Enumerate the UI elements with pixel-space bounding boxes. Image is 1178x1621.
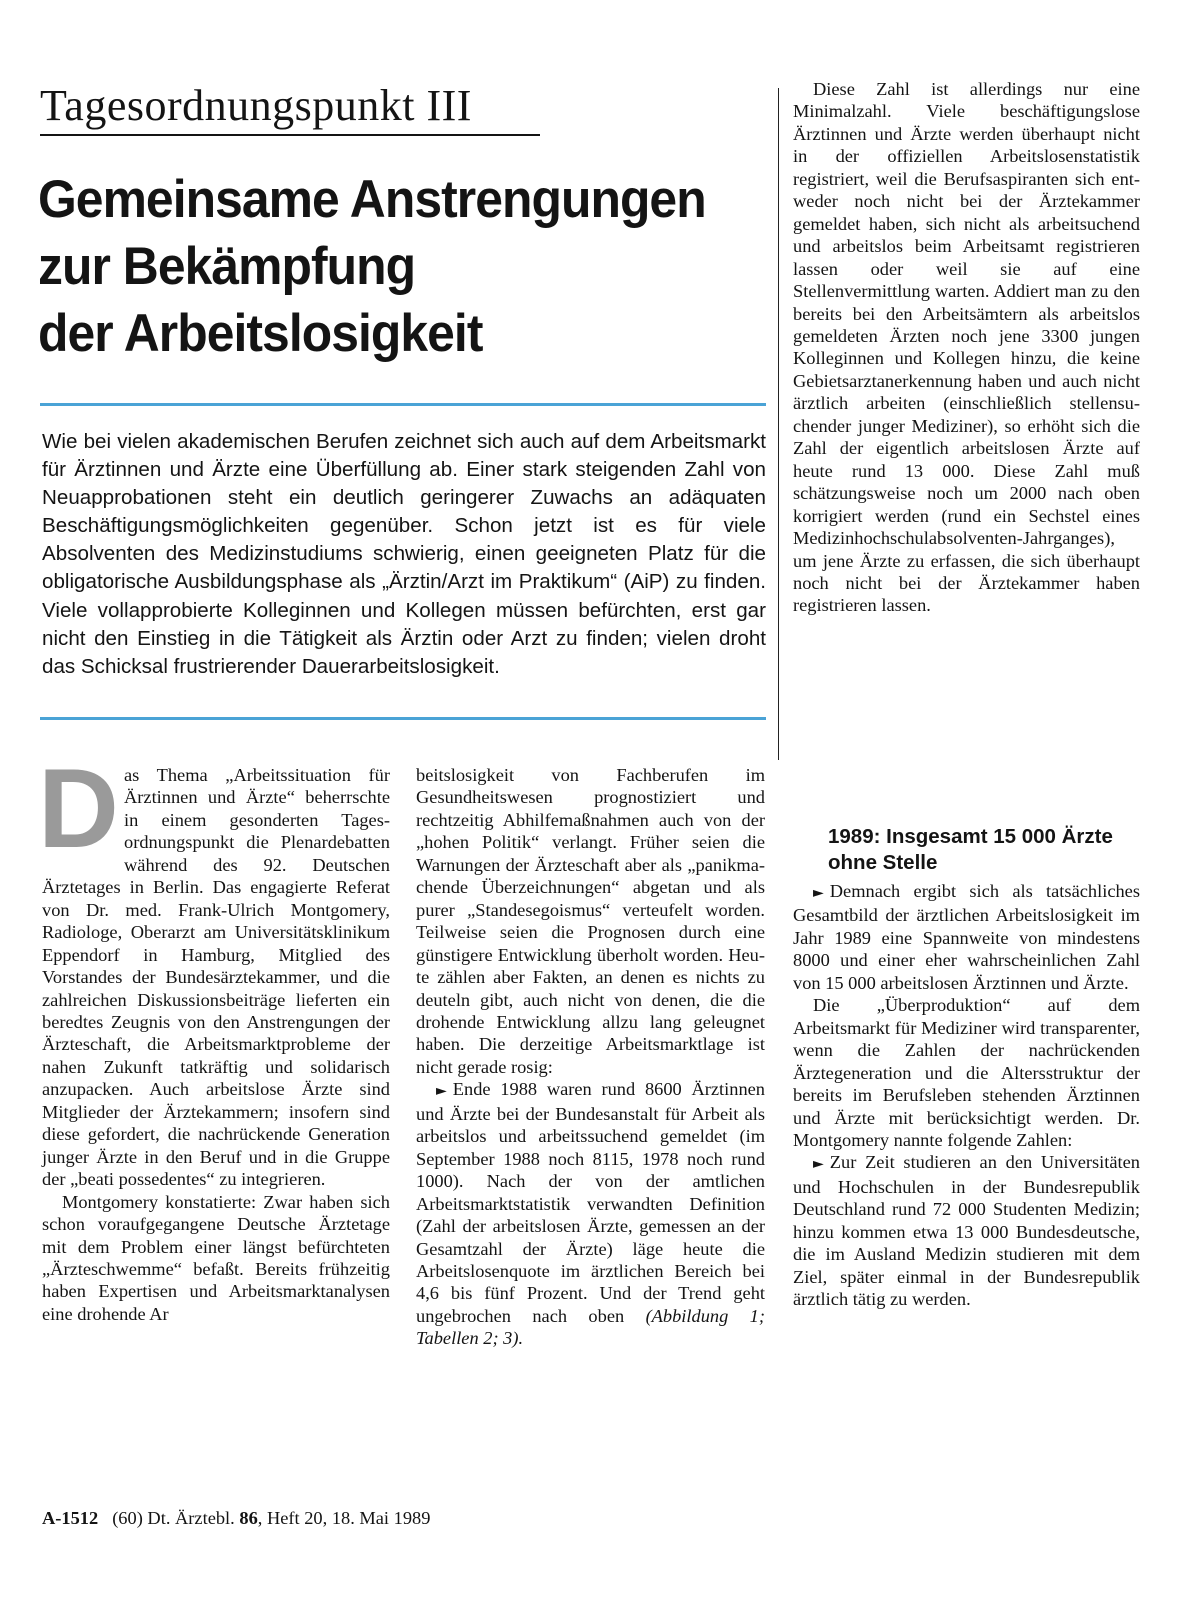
body-column-3-top xyxy=(793,78,1140,617)
body-column-3-bottom xyxy=(793,880,1140,1311)
body-column-1 xyxy=(38,746,390,1325)
page-id: A-1512 xyxy=(42,1508,99,1528)
citation-post: , Heft 20, 18. Mai 1989 xyxy=(257,1508,431,1528)
column3-paragraph-2 xyxy=(793,880,1140,994)
column1-paragraph-1 xyxy=(38,746,390,1191)
article-headline xyxy=(38,166,724,367)
lead-paragraph: Wie bei vielen akademischen Berufen zeichnet sich auch auf dem Arbeitsmarkt für Ärztinnen und Ärzte eine Überfüllung ab. Einer stark steigenden Zahl von Neuapprobationen steht ein deutlich geringerer Zuwachs an adäquaten Beschäftigungsmöglichkeiten gegenüber. Schon jetzt ist es für viele Absolventen des Medizinstudiums schwierig, einen geeigneten Platz für die obligatorische Ausbildungsphase als „Ärztin/Arzt im Praktikum“ (AiP) zu finden. Viele vollapprobierte Kolleginnen und Kollegen müssen befürchten, erst gar nicht den Einstieg in die Tätigkeit als Ärztin oder Arzt zu finden; vielen droht das Schicksal frustrierender Dauerarbeitslosigkeit. xyxy=(42,430,766,678)
column3-paragraph-3: Die „Überproduktion“ auf dem Arbeitsmarkt für Mediziner wird transparenter, wenn die Zahlen der nachrückenden Ärztegeneration und die Altersstruktur der bereits im Berufsleben stehenden Ärztinnen und Ärzte mit berücksichtigt werden. Dr. Montgomery nannte folgende Zahlen: xyxy=(793,995,1140,1150)
column2-paragraph-2 xyxy=(416,1078,765,1349)
drop-cap: D xyxy=(38,746,117,871)
volume-number: 86 xyxy=(239,1508,258,1528)
column3-text-4: Zur Zeit studieren an den Universitäten und Hochschulen in der Bundesrepublik Deutschland rund 72 000 Studenten Medizin; hinzu kommen etwa 13 000 Bundesdeutsche, die im Ausland Medizin studieren mit dem Ziel, später einmal in der Bundesrepublik ärztlich tätig zu werden. xyxy=(793,1152,1140,1310)
lead-bottom-rule xyxy=(40,717,766,720)
column3-paragraph-4 xyxy=(793,1151,1140,1310)
headline-line-3: der Arbeitslosigkeit xyxy=(38,304,483,363)
figure-reference: (Abbildung 1; Tabellen 2; 3). xyxy=(416,1305,765,1349)
column3-paragraph-1: Diese Zahl ist allerdings nur eine Minimalzahl. Viele beschäftigungslose Ärztinnen und Ärzte werden überhaupt nicht in der offiziellen Arbeitslosenstatistik registriert, weil die Berufsaspiranten sich entweder noch nicht bei der Ärztekammer gemeldet haben, sich nicht als arbeitsuchend und arbeitslos beim Arbeitsamt registrieren lassen oder weil sie auf eine Stellenvermittlung warten. Addiert man zu den bereits bei den Arbeitsämtern als arbeitslos gemeldeten Ärzten noch jene 3300 jungen Kolleginnen und Kollegen hinzu, die keine Gebietsarztanerkennung haben und auch nicht ärztlich arbeiten (einschließlich stellensuchender junger Mediziner), so erhöht sich die Zahl der eigentlich arbeitslosen Ärzte auf heute rund 13 000. Diese Zahl muß schätzungsweise noch um 2000 nach oben korrigiert werden (rund ein Sechstel eines Medizinhochschulabsolventen-Jahrganges), um jene Ärzte zu erfassen, die sich überhaupt noch nicht bei der Ärztekammer haben registrieren lassen. xyxy=(793,79,1140,616)
column1-text-1: as Thema „Arbeitssituation für Ärztinnen und Ärzte“ beherrschte in einem gesonderten Tagesordnungspunkt die Plenardebatten während des 92. Deutschen Ärztetages in Berlin. Das engagierte Referat von Dr. med. Frank-Ulrich Montgomery, Radiologe, Oberarzt am Universitätsklinikum Eppendorf in Hamburg, Mitglied des Vorstandes der Bundesärztekammer, und die zahlreichen Diskussionsbeiträge lieferten ein beredtes Zeugnis von den Anstrengungen der Ärzteschaft, die Arbeitsmarktprobleme der nahen Zukunft tatkräftig und solidarisch anzupacken. Auch arbeitslose Ärzte sind Mitglieder der Ärztekammern; insofern sind diese gefordert, die nachrückende Generation junger Ärzte in den Beruf und in die Gruppe der „beati possedentes“ zu integrieren. xyxy=(42,765,390,1190)
bullet-triangle-icon: ► xyxy=(436,1083,447,1100)
column3-text-2: Demnach ergibt sich als tatsächliches Gesamtbild der ärztlichen Arbeitslosigkeit im Jahr 1989 eine Spannweite von mindestens 8000 und einer eher wahrscheinlichen Zahl von 15 000 arbeitslosen Ärztinnen und Ärzte. xyxy=(793,881,1140,993)
column2-text-2: Ende 1988 waren rund 8600 Ärztinnen und Ärzte bei der Bundesanstalt für Arbeit als arbeitslos und arbeitssuchend gemeldet (im September 1988 noch 8115, 1978 noch rund 1000). Nach der von der amtlichen Arbeitsmarktstatistik verwandten Definition (Zahl der arbeitslosen Ärzte, gemessen an der Gesamtzahl der Ärzte) läge heute die Arbeitslosenquote im ärztlichen Bereich bei 4,6 bis fünf Prozent. Und der Trend geht ungebrochen nach oben xyxy=(416,1079,765,1326)
subheading: 1989: Insgesamt 15 000 Ärzte ohne Stelle xyxy=(828,825,1113,874)
column-divider xyxy=(778,88,779,760)
citation-pre: (60) Dt. Ärztebl. xyxy=(112,1508,235,1528)
bullet-triangle-icon: ► xyxy=(813,1156,824,1173)
body-column-2 xyxy=(416,764,765,1350)
headline-line-1: Gemeinsame Anstrengungen xyxy=(38,170,706,229)
headline-line-2: zur Bekämpfung xyxy=(38,237,416,296)
column2-paragraph-1: beitslosigkeit von Fachberufen im Gesundheitswesen prognostiziert und rechtzeitig Abhilfemaßnahmen auch von der „hohen Politik“ verlangt. Früher seien die Warnungen der Ärzteschaft aber als „panikmachende Überzeichnungen“ abgetan und als purer „Standesegoismus“ verteufelt worden. Teilweise seien die Prognosen durch eine günstigere Entwicklung überholt worden. Heute zählen aber Fakten, an denen es nichts zu deuteln gibt, auch nicht von denen, die die drohende Entwicklung allzu lang geleugnet haben. Die derzeitige Arbeitsmarktlage ist nicht gerade rosig: xyxy=(416,765,765,1077)
section-kicker: Tagesordnungspunkt III xyxy=(40,80,540,136)
bullet-triangle-icon: ► xyxy=(813,885,824,901)
lead-top-rule xyxy=(40,403,766,406)
column1-paragraph-2: Montgomery konstatierte: Zwar haben sich schon voraufgegangene Deutsche Ärztetage mit dem Problem einer längst befürchteten „Ärzteschwemme“ befaßt. Bereits frühzeitig haben Expertisen und Arbeitsmarktanalysen eine drohende Ar xyxy=(42,1191,390,1324)
page-footer xyxy=(42,1507,642,1529)
